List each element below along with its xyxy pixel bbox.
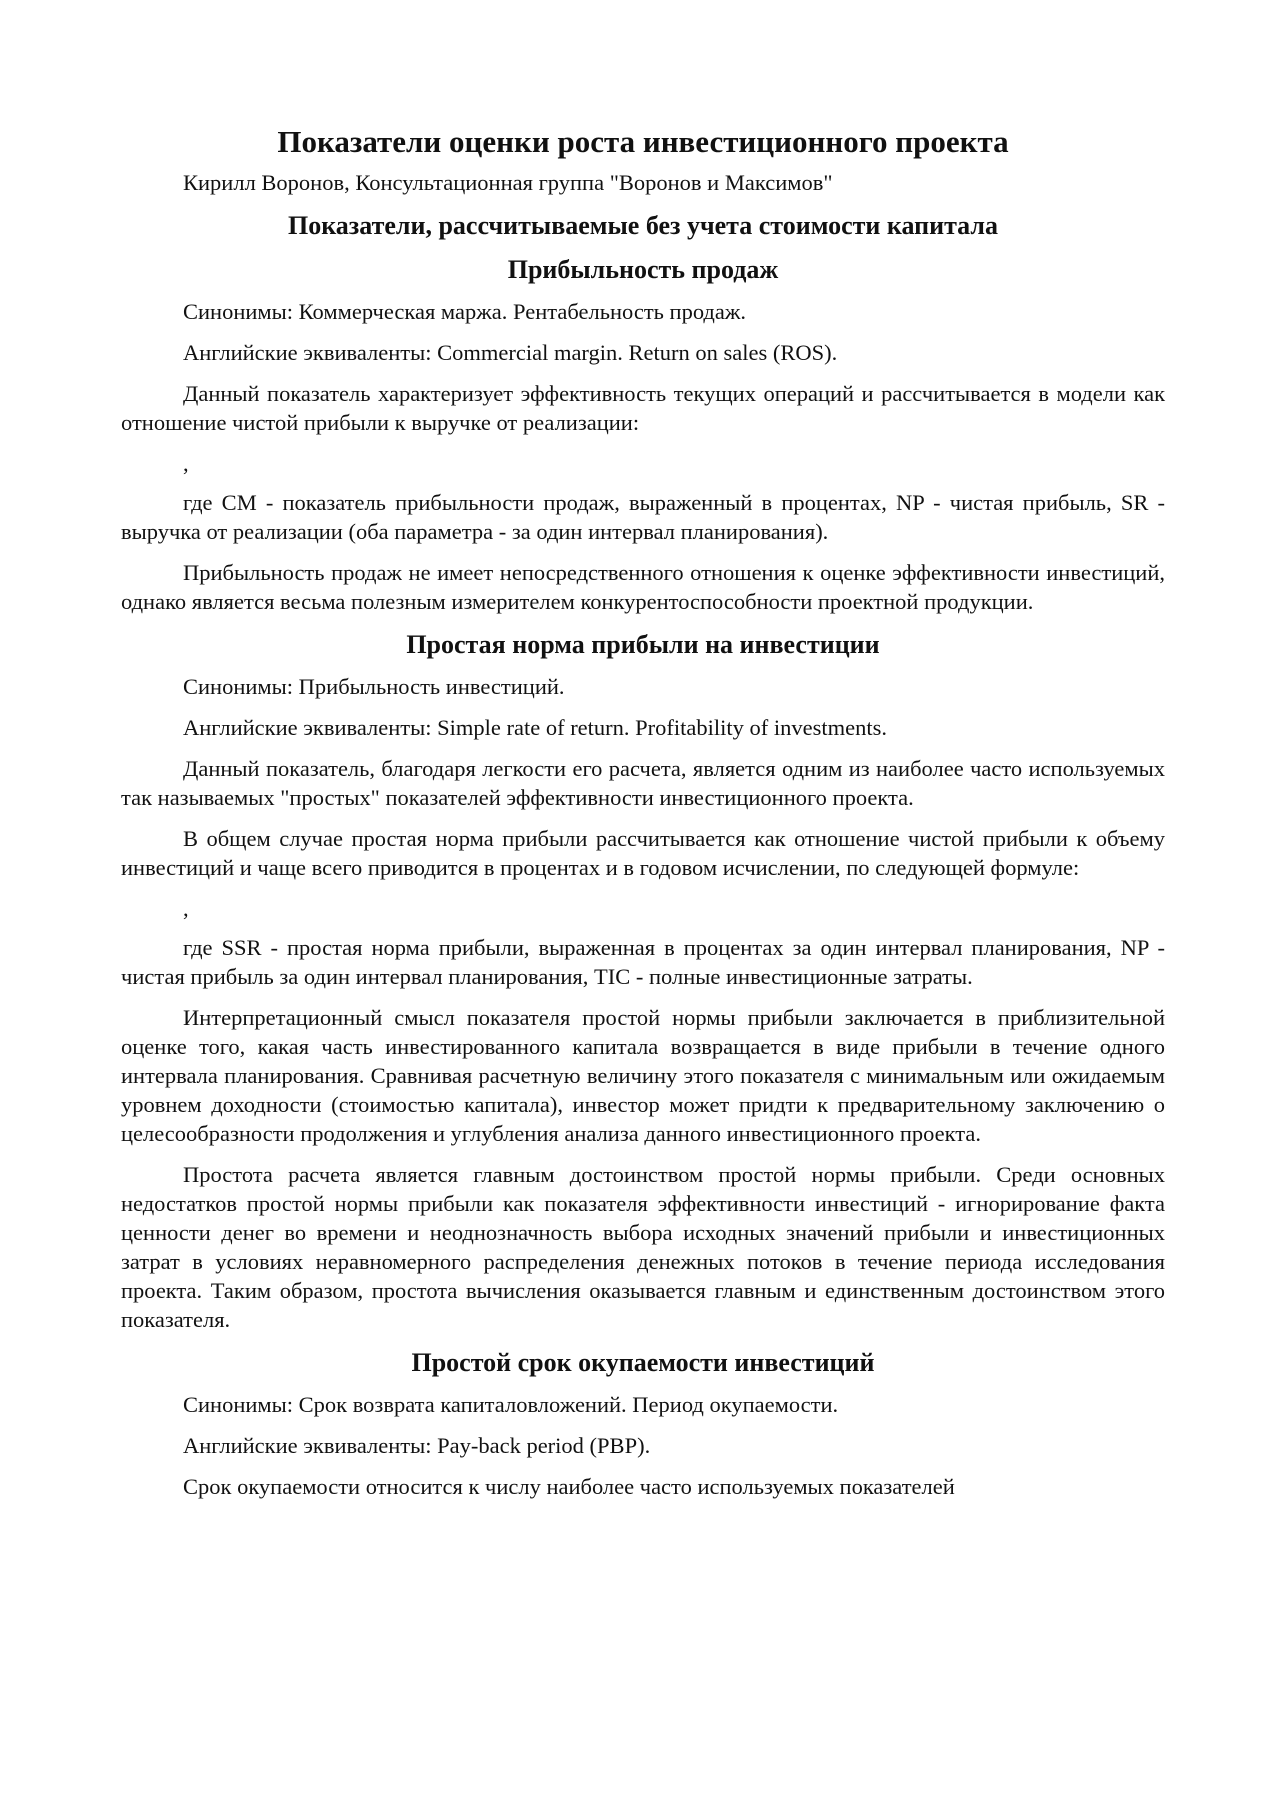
simple-rate-english: Английские эквиваленты: Simple rate of return. Profitability of investments. <box>183 715 888 740</box>
profitability-english: Английские эквиваленты: Commercial margin. Return on sales (ROS). <box>183 340 838 365</box>
document-title: Показатели оценки роста инвестиционного проекта <box>277 124 1009 159</box>
heading-simple-rate: Простая норма прибыли на инвестиции <box>406 630 880 659</box>
profitability-paragraph-1: Данный показатель характеризует эффективность текущих операций и рассчитывается в модели как отношение чистой прибыли к выручке от реализации: <box>121 381 1165 435</box>
simple-rate-paragraph-3: где SSR - простая норма прибыли, выраженная в процентах за один интервал планирования, NP - чистая прибыль за один интервал планирования, TIC - полные инвестиционные затраты. <box>121 935 1165 989</box>
payback-paragraph-1: Срок окупаемости относится к числу наиболее часто используемых показателей <box>183 1474 955 1499</box>
simple-rate-paragraph-5: Простота расчета является главным достоинством простой нормы прибыли. Среди основных недостатков простой нормы прибыли как показателя эффективности инвестиций - игнорирование факта ценности денег во времени и неоднозначность выбора исходных значений прибыли и инвестиционных затрат в условиях неравномерного распределения денежных потоков в течение периода исследования проекта. Таким образом, простота вычисления оказывается главным и единственным достоинством этого показателя. <box>121 1162 1165 1332</box>
simple-rate-formula: , <box>183 896 189 921</box>
profitability-formula: , <box>183 451 189 476</box>
profitability-paragraph-2: где CM - показатель прибыльности продаж, выраженный в процентах, NP - чистая прибыль, SR - выручка от реализации (оба параметра - за один интервал планирования). <box>121 490 1165 544</box>
simple-rate-paragraph-4: Интерпретационный смысл показателя простой нормы прибыли заключается в приблизительной оценке того, какая часть инвестированного капитала возвращается в виде прибыли в течение одного интервала планирования. Сравнивая расчетную величину этого показателя с минимальным или ожидаемым уровнем доходности (стоимостью капитала), инвестор может придти к предварительному заключению о целесообразности продолжения и углубления анализа данного инвестиционного проекта. <box>121 1005 1165 1146</box>
heading-profitability: Прибыльность продаж <box>507 255 779 284</box>
simple-rate-synonyms: Синонимы: Прибыльность инвестиций. <box>183 674 565 699</box>
heading-payback: Простой срок окупаемости инвестиций <box>411 1348 875 1377</box>
profitability-synonyms: Синонимы: Коммерческая маржа. Рентабельность продаж. <box>183 299 747 324</box>
author-line: Кирилл Воронов, Консультационная группа "Воронов и Максимов" <box>183 170 833 195</box>
document-page <box>121 120 1165 1513</box>
payback-synonyms: Синонимы: Срок возврата капиталовложений. Период окупаемости. <box>183 1392 839 1417</box>
simple-rate-paragraph-1: Данный показатель, благодаря легкости его расчета, является одним из наиболее часто используемых так называемых "простых" показателей эффективности инвестиционного проекта. <box>121 756 1165 810</box>
section-title: Показатели, рассчитываемые без учета стоимости капитала <box>288 211 998 240</box>
simple-rate-paragraph-2: В общем случае простая норма прибыли рассчитывается как отношение чистой прибыли к объему инвестиций и чаще всего приводится в процентах и в годовом исчислении, по следующей формуле: <box>121 826 1165 880</box>
profitability-paragraph-3: Прибыльность продаж не имеет непосредственного отношения к оценке эффективности инвестиций, однако является весьма полезным измерителем конкурентоспособности проектной продукции. <box>121 560 1165 614</box>
payback-english: Английские эквиваленты: Pay-back period (PBP). <box>183 1433 651 1458</box>
